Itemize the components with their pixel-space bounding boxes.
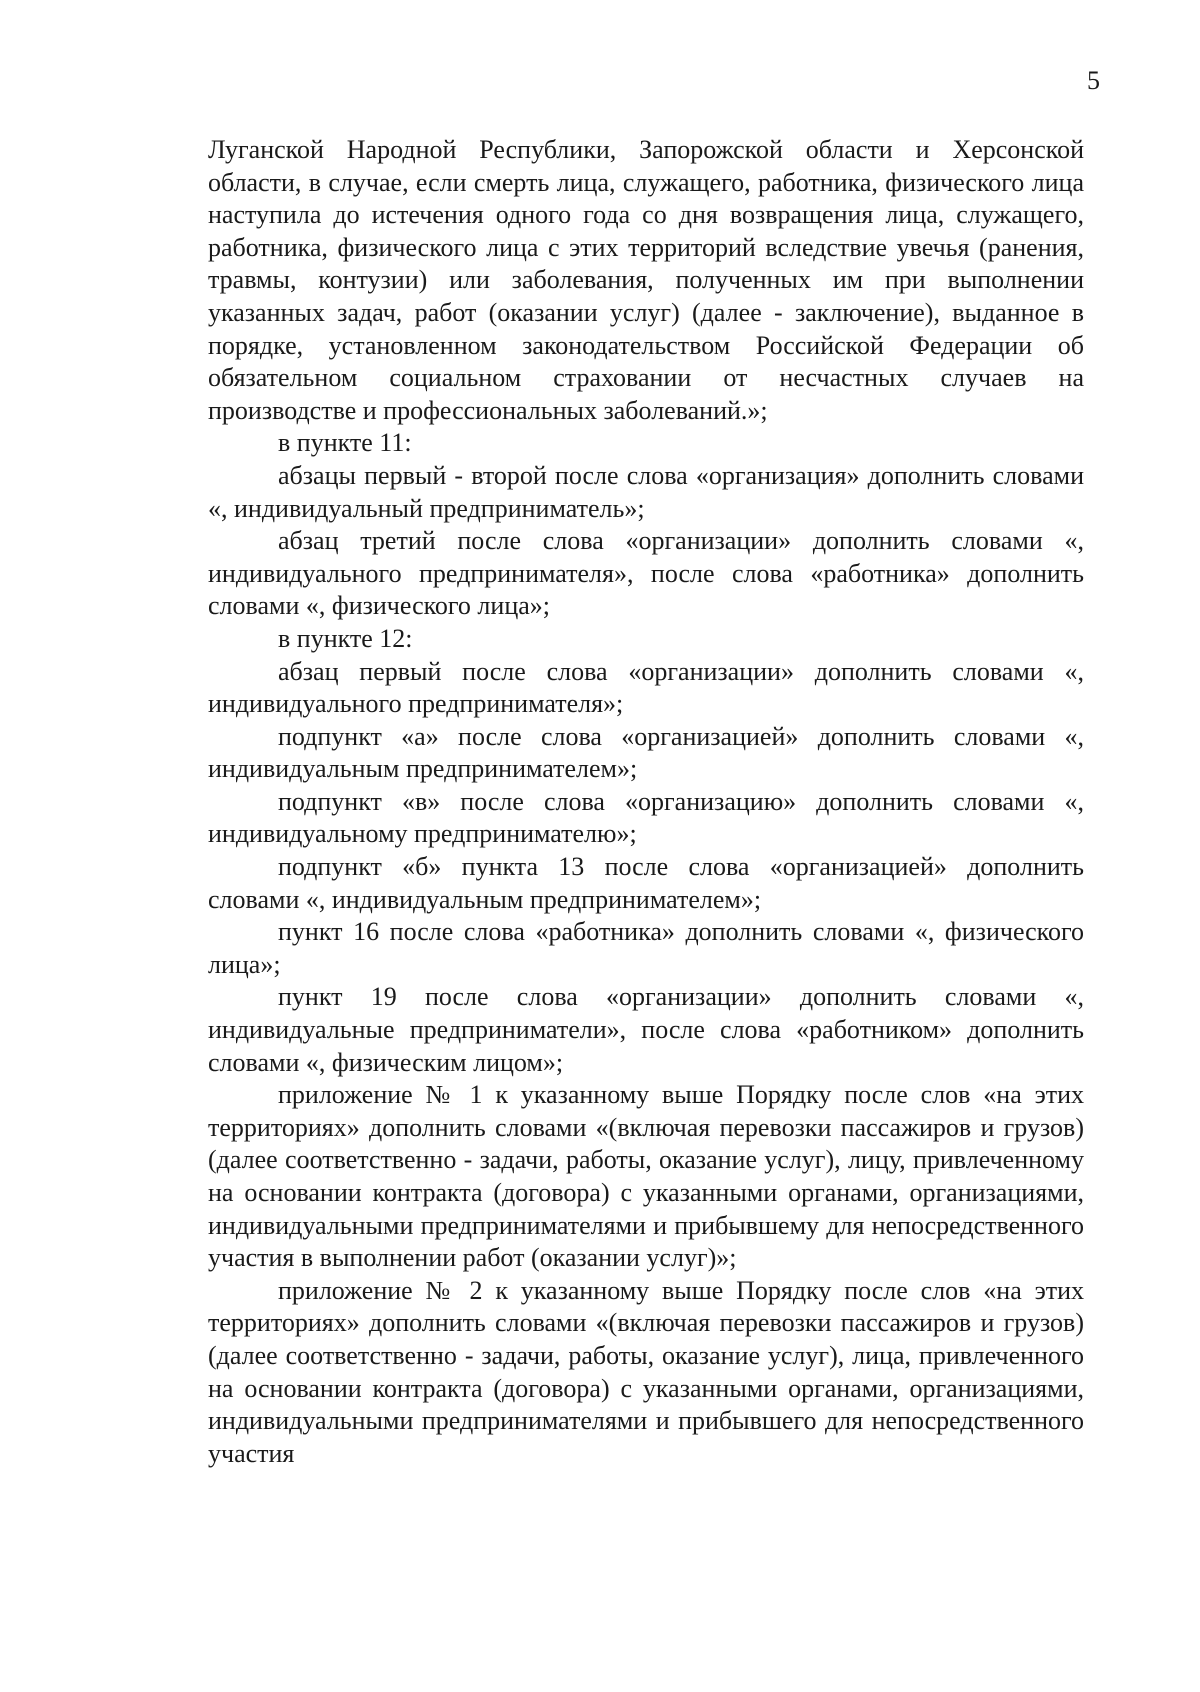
document-body	[208, 134, 1084, 1470]
paragraph-point-16: пункт 16 после слова «работника» дополнить словами «, физического лица»;	[208, 917, 1084, 979]
paragraph-point-11-first-second: абзацы первый - второй после слова «организация» дополнить словами «, индивидуальный предприниматель»;	[208, 460, 1084, 523]
paragraph-continuation: Луганской Народной Республики, Запорожской области и Херсонской области, в случае, если смерть лица, служащего, работника, физического лица наступила до истечения одного года со дня возвращения лица, служащего, работника, физического лица с этих территорий вследствие увечья (ранения, травмы, контузии) или заболевания, полученных им при выполнении указанных задач, работ (оказании услуг) (далее - заключение), выданное в порядке, установленном законодательством Российской Федерации об обязательном социальном страховании от несчастных случаев на производстве и профессиональных заболеваний.»;	[208, 135, 1084, 425]
paragraph-subpoint-v: подпункт «в» после слова «организацию» дополнить словами «, индивидуальному предпринимателю»;	[208, 786, 1084, 849]
paragraph-point-13-subpoint-b: подпункт «б» пункта 13 после слова «организацией» дополнить словами «, индивидуальным предпринимателем»;	[208, 852, 1084, 914]
paragraph-appendix-2: приложение № 2 к указанному выше Порядку после слов «на этих территориях» дополнить словами «(включая перевозки пассажиров и грузов) (далее соответственно - задачи, работы, оказание услуг), лица, привлеченного на основании контракта (договора) с указанными органами, организациями, индивидуальными предпринимателями и прибывшего для непосредственного участия	[208, 1275, 1084, 1468]
paragraph-point-19: пункт 19 после слова «организации» дополнить словами «, индивидуальные предприниматели», после слова «работником» дополнить словами «, физическим лицом»;	[208, 982, 1084, 1077]
paragraph-point-12-first: абзац первый после слова «организации» дополнить словами «, индивидуального предпринимателя»;	[208, 656, 1084, 719]
paragraph-point-11-third: абзац третий после слова «организации» дополнить словами «, индивидуального предпринимателя», после слова «работника» дополнить словами «, физического лица»;	[208, 526, 1084, 621]
paragraph-point-12-heading: в пункте 12:	[278, 623, 413, 653]
page-number: 5	[1087, 66, 1100, 95]
paragraph-subpoint-a: подпункт «а» после слова «организацией» дополнить словами «, индивидуальным предпринимателем»;	[208, 721, 1084, 784]
paragraph-point-11-heading: в пункте 11:	[278, 428, 412, 458]
paragraph-appendix-1: приложение № 1 к указанному выше Порядку после слов «на этих территориях» дополнить словами «(включая перевозки пассажиров и грузов) (далее соответственно - задачи, работы, оказание услуг), лицу, привлеченному на основании контракта (договора) с указанными органами, организациями, индивидуальными предпринимателями и прибывшему для непосредственного участия в выполнении работ (оказании услуг)»;	[208, 1080, 1084, 1273]
